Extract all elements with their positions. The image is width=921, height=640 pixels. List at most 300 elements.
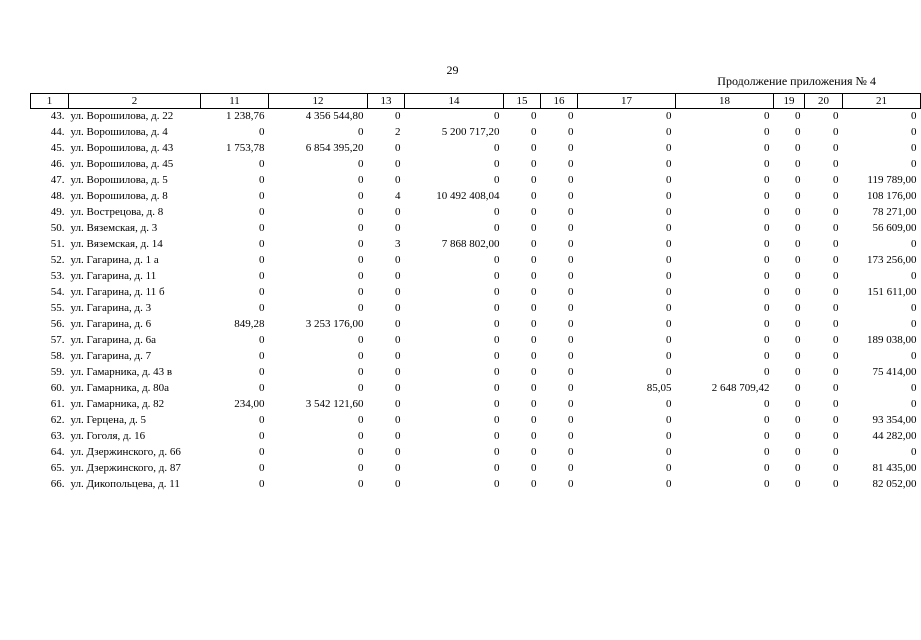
address-cell: ул. Гагарина, д. 6а: [70, 334, 157, 346]
value-cell: 0: [531, 222, 537, 234]
value-cell: 1 753,78: [226, 142, 265, 154]
row-number: 60.: [50, 382, 65, 394]
table-row: [31, 125, 921, 141]
value-cell: 0: [494, 158, 500, 170]
value-cell: 108 176,00: [867, 190, 917, 202]
value-cell: 0: [568, 446, 574, 458]
row-number: 54.: [50, 286, 65, 298]
value-cell: 0: [795, 158, 801, 170]
value-cell: 0: [911, 110, 917, 122]
table-row: [31, 477, 921, 493]
column-header: 13: [368, 94, 405, 109]
value-cell: 0: [358, 382, 364, 394]
value-cell: 0: [531, 334, 537, 346]
value-cell: 0: [795, 318, 801, 330]
value-cell: 0: [259, 334, 265, 346]
value-cell: 0: [795, 126, 801, 138]
table-row: [31, 269, 921, 285]
table-row: [31, 157, 921, 173]
value-cell: 0: [494, 318, 500, 330]
value-cell: 0: [911, 318, 917, 330]
value-cell: 0: [666, 270, 672, 282]
value-cell: 0: [494, 222, 500, 234]
value-cell: 0: [494, 270, 500, 282]
value-cell: 0: [833, 414, 839, 426]
value-cell: 0: [911, 446, 917, 458]
value-cell: 0: [795, 414, 801, 426]
value-cell: 82 052,00: [872, 478, 917, 490]
value-cell: 0: [531, 126, 537, 138]
value-cell: 0: [395, 270, 401, 282]
value-cell: 0: [395, 142, 401, 154]
value-cell: 0: [795, 190, 801, 202]
value-cell: 0: [494, 174, 500, 186]
value-cell: 0: [833, 382, 839, 394]
column-header: 1: [31, 94, 69, 109]
value-cell: 0: [531, 206, 537, 218]
table-row: [31, 205, 921, 221]
value-cell: 0: [568, 190, 574, 202]
value-cell: 0: [833, 478, 839, 490]
value-cell: 93 354,00: [872, 414, 917, 426]
value-cell: 0: [833, 350, 839, 362]
value-cell: 0: [833, 446, 839, 458]
value-cell: 0: [833, 222, 839, 234]
value-cell: 0: [568, 366, 574, 378]
row-number: 43.: [50, 110, 65, 122]
value-cell: 0: [795, 238, 801, 250]
address-cell: ул. Герцена, д. 5: [70, 414, 147, 426]
table-row: [31, 461, 921, 477]
value-cell: 0: [259, 158, 265, 170]
value-cell: 56 609,00: [872, 222, 917, 234]
value-cell: 0: [259, 206, 265, 218]
value-cell: 0: [358, 126, 364, 138]
value-cell: 0: [568, 158, 574, 170]
value-cell: 0: [568, 350, 574, 362]
value-cell: 0: [764, 110, 770, 122]
table-row: [31, 253, 921, 269]
value-cell: 0: [358, 446, 364, 458]
value-cell: 0: [531, 446, 537, 458]
value-cell: 0: [531, 190, 537, 202]
table-row: [31, 141, 921, 157]
value-cell: 0: [395, 430, 401, 442]
value-cell: 0: [531, 270, 537, 282]
column-header: 11: [201, 94, 269, 109]
value-cell: 0: [568, 142, 574, 154]
row-number: 51.: [50, 238, 65, 250]
value-cell: 0: [764, 254, 770, 266]
value-cell: 0: [358, 350, 364, 362]
value-cell: 0: [531, 286, 537, 298]
table-row: [31, 349, 921, 365]
address-cell: ул. Вяземская, д. 14: [70, 238, 163, 250]
value-cell: 0: [666, 174, 672, 186]
value-cell: 0: [531, 254, 537, 266]
value-cell: 0: [358, 462, 364, 474]
value-cell: 0: [568, 302, 574, 314]
value-cell: 0: [395, 398, 401, 410]
value-cell: 0: [764, 270, 770, 282]
value-cell: 0: [259, 462, 265, 474]
value-cell: 0: [568, 222, 574, 234]
column-header: 20: [805, 94, 843, 109]
value-cell: 0: [259, 254, 265, 266]
value-cell: 0: [911, 142, 917, 154]
value-cell: 0: [568, 270, 574, 282]
value-cell: 0: [494, 254, 500, 266]
value-cell: 0: [259, 190, 265, 202]
value-cell: 0: [531, 174, 537, 186]
address-cell: ул. Гамарника, д. 80а: [70, 382, 170, 394]
value-cell: 0: [494, 142, 500, 154]
value-cell: 0: [494, 206, 500, 218]
value-cell: 0: [494, 414, 500, 426]
value-cell: 0: [358, 222, 364, 234]
address-cell: ул. Гагарина, д. 6: [70, 318, 152, 330]
value-cell: 0: [358, 174, 364, 186]
value-cell: 0: [259, 414, 265, 426]
value-cell: 0: [764, 350, 770, 362]
value-cell: 0: [568, 126, 574, 138]
value-cell: 0: [395, 414, 401, 426]
table-row: [31, 381, 921, 397]
table-row: [31, 237, 921, 253]
value-cell: 0: [494, 462, 500, 474]
header-row: [31, 94, 921, 109]
value-cell: 0: [795, 478, 801, 490]
value-cell: 0: [358, 254, 364, 266]
value-cell: 0: [395, 286, 401, 298]
value-cell: 0: [911, 350, 917, 362]
value-cell: 0: [666, 414, 672, 426]
value-cell: 0: [568, 318, 574, 330]
value-cell: 0: [764, 478, 770, 490]
value-cell: 0: [764, 430, 770, 442]
row-number: 44.: [50, 126, 65, 138]
value-cell: 0: [494, 334, 500, 346]
value-cell: 0: [764, 462, 770, 474]
table-row: [31, 173, 921, 189]
row-number: 57.: [50, 334, 65, 346]
value-cell: 0: [358, 302, 364, 314]
value-cell: 0: [833, 110, 839, 122]
value-cell: 3 253 176,00: [305, 318, 364, 330]
value-cell: 0: [358, 430, 364, 442]
value-cell: 0: [494, 110, 500, 122]
value-cell: 0: [395, 174, 401, 186]
value-cell: 0: [531, 414, 537, 426]
value-cell: 0: [666, 158, 672, 170]
table-row: [31, 189, 921, 205]
value-cell: 0: [568, 174, 574, 186]
value-cell: 0: [833, 302, 839, 314]
column-header: 14: [405, 94, 504, 109]
value-cell: 0: [764, 446, 770, 458]
value-cell: 0: [666, 430, 672, 442]
address-cell: ул. Гагарина, д. 7: [70, 350, 152, 362]
value-cell: 0: [531, 110, 537, 122]
value-cell: 0: [395, 334, 401, 346]
value-cell: 0: [795, 270, 801, 282]
address-cell: ул. Ворошилова, д. 8: [70, 190, 168, 202]
table-row: [31, 285, 921, 301]
value-cell: 0: [531, 158, 537, 170]
table-row: [31, 333, 921, 349]
row-number: 64.: [50, 446, 65, 458]
value-cell: 0: [666, 254, 672, 266]
value-cell: 0: [795, 398, 801, 410]
value-cell: 0: [531, 318, 537, 330]
row-number: 63.: [50, 430, 65, 442]
value-cell: 0: [531, 398, 537, 410]
value-cell: 0: [494, 430, 500, 442]
value-cell: 0: [833, 366, 839, 378]
page-number: 29: [446, 63, 459, 77]
value-cell: 0: [395, 254, 401, 266]
value-cell: 0: [358, 190, 364, 202]
value-cell: 0: [395, 206, 401, 218]
address-cell: ул. Вострецова, д. 8: [70, 206, 164, 218]
value-cell: 0: [568, 398, 574, 410]
value-cell: 81 435,00: [872, 462, 917, 474]
row-number: 45.: [50, 142, 65, 154]
value-cell: 0: [531, 238, 537, 250]
row-number: 65.: [50, 462, 65, 474]
address-cell: ул. Гагарина, д. 3: [70, 302, 152, 314]
value-cell: 0: [568, 238, 574, 250]
value-cell: 0: [795, 142, 801, 154]
value-cell: 0: [259, 350, 265, 362]
value-cell: 0: [795, 302, 801, 314]
address-cell: ул. Ворошилова, д. 43: [70, 142, 174, 154]
value-cell: 0: [568, 430, 574, 442]
row-number: 58.: [50, 350, 65, 362]
value-cell: 0: [764, 174, 770, 186]
value-cell: 0: [666, 446, 672, 458]
address-cell: ул. Ворошилова, д. 45: [70, 158, 174, 170]
value-cell: 3 542 121,60: [305, 398, 364, 410]
value-cell: 0: [833, 206, 839, 218]
address-cell: ул. Ворошилова, д. 5: [70, 174, 168, 186]
value-cell: 0: [795, 174, 801, 186]
value-cell: 0: [494, 350, 500, 362]
value-cell: 0: [911, 398, 917, 410]
value-cell: 0: [358, 238, 364, 250]
value-cell: 75 414,00: [872, 366, 917, 378]
value-cell: 0: [259, 126, 265, 138]
value-cell: 0: [568, 462, 574, 474]
value-cell: 0: [568, 478, 574, 490]
row-number: 46.: [50, 158, 65, 170]
row-number: 50.: [50, 222, 65, 234]
value-cell: 44 282,00: [872, 430, 917, 442]
value-cell: 0: [666, 462, 672, 474]
value-cell: 0: [666, 142, 672, 154]
value-cell: 0: [259, 174, 265, 186]
address-cell: ул. Гагарина, д. 11 б: [70, 286, 165, 298]
value-cell: 0: [666, 190, 672, 202]
address-cell: ул. Дзержинского, д. 66: [70, 446, 181, 458]
value-cell: 0: [764, 222, 770, 234]
value-cell: 0: [911, 270, 917, 282]
address-cell: ул. Гамарника, д. 43 в: [70, 366, 173, 378]
value-cell: 78 271,00: [872, 206, 917, 218]
value-cell: 0: [911, 382, 917, 394]
address-cell: ул. Гагарина, д. 11: [70, 270, 157, 282]
address-cell: ул. Ворошилова, д. 22: [70, 110, 174, 122]
value-cell: 0: [666, 318, 672, 330]
value-cell: 0: [259, 382, 265, 394]
value-cell: 0: [795, 222, 801, 234]
row-number: 61.: [50, 398, 65, 410]
value-cell: 4 356 544,80: [305, 110, 364, 122]
value-cell: 0: [911, 126, 917, 138]
value-cell: 0: [833, 158, 839, 170]
value-cell: 0: [259, 286, 265, 298]
column-header: 16: [541, 94, 578, 109]
column-header: 21: [843, 94, 921, 109]
value-cell: 0: [764, 334, 770, 346]
value-cell: 10 492 408,04: [436, 190, 500, 202]
value-cell: 0: [666, 302, 672, 314]
column-header: 12: [269, 94, 368, 109]
row-number: 52.: [50, 254, 65, 266]
value-cell: 0: [764, 286, 770, 298]
value-cell: 0: [764, 398, 770, 410]
value-cell: 0: [764, 126, 770, 138]
row-number: 66.: [50, 478, 65, 490]
value-cell: 0: [494, 398, 500, 410]
value-cell: 0: [531, 302, 537, 314]
row-number: 55.: [50, 302, 65, 314]
value-cell: 85,05: [646, 382, 672, 394]
value-cell: 0: [358, 366, 364, 378]
value-cell: 0: [568, 286, 574, 298]
continuation-caption: Продолжение приложения № 4: [717, 74, 876, 88]
value-cell: 0: [531, 462, 537, 474]
value-cell: 0: [395, 462, 401, 474]
value-cell: 6 854 395,20: [305, 142, 364, 154]
value-cell: 0: [531, 478, 537, 490]
value-cell: 1 238,76: [226, 110, 265, 122]
value-cell: 0: [795, 366, 801, 378]
value-cell: 0: [568, 414, 574, 426]
value-cell: 0: [259, 366, 265, 378]
value-cell: 2: [395, 126, 401, 138]
value-cell: 0: [666, 206, 672, 218]
value-cell: 0: [358, 270, 364, 282]
address-cell: ул. Дзержинского, д. 87: [70, 462, 181, 474]
value-cell: 0: [531, 142, 537, 154]
value-cell: 0: [568, 206, 574, 218]
value-cell: 0: [795, 334, 801, 346]
value-cell: 0: [531, 382, 537, 394]
value-cell: 0: [568, 334, 574, 346]
column-header: 17: [578, 94, 676, 109]
value-cell: 0: [795, 286, 801, 298]
value-cell: 0: [764, 206, 770, 218]
value-cell: 0: [358, 334, 364, 346]
value-cell: 0: [259, 238, 265, 250]
value-cell: 0: [666, 398, 672, 410]
table-row: [31, 109, 921, 126]
value-cell: 0: [666, 126, 672, 138]
value-cell: 0: [395, 318, 401, 330]
table-row: [31, 397, 921, 413]
value-cell: 0: [395, 446, 401, 458]
value-cell: 0: [666, 110, 672, 122]
value-cell: 189 038,00: [867, 334, 917, 346]
table-row: [31, 221, 921, 237]
value-cell: 0: [358, 478, 364, 490]
value-cell: 0: [395, 350, 401, 362]
value-cell: 0: [395, 302, 401, 314]
value-cell: 0: [833, 190, 839, 202]
value-cell: 0: [494, 366, 500, 378]
column-header: 19: [774, 94, 805, 109]
value-cell: 0: [666, 366, 672, 378]
value-cell: 234,00: [234, 398, 265, 410]
table-row: [31, 365, 921, 381]
value-cell: 0: [666, 222, 672, 234]
row-number: 53.: [50, 270, 65, 282]
value-cell: 0: [395, 110, 401, 122]
address-cell: ул. Гамарника, д. 82: [70, 398, 165, 410]
value-cell: 0: [795, 110, 801, 122]
table-row: [31, 445, 921, 461]
value-cell: 0: [795, 462, 801, 474]
value-cell: 0: [833, 142, 839, 154]
column-header: 18: [676, 94, 774, 109]
value-cell: 0: [833, 334, 839, 346]
address-cell: ул. Ворошилова, д. 4: [70, 126, 168, 138]
value-cell: 0: [531, 430, 537, 442]
row-number: 59.: [50, 366, 65, 378]
address-cell: ул. Дикопольцева, д. 11: [70, 478, 180, 490]
value-cell: 0: [395, 222, 401, 234]
value-cell: 0: [833, 398, 839, 410]
value-cell: 0: [666, 238, 672, 250]
value-cell: 0: [494, 286, 500, 298]
value-cell: 0: [795, 254, 801, 266]
value-cell: 0: [795, 430, 801, 442]
value-cell: 119 789,00: [867, 174, 917, 186]
value-cell: 0: [531, 350, 537, 362]
value-cell: 0: [494, 446, 500, 458]
row-number: 48.: [50, 190, 65, 202]
value-cell: 0: [395, 478, 401, 490]
value-cell: 0: [764, 414, 770, 426]
value-cell: 4: [395, 190, 401, 202]
value-cell: 0: [833, 254, 839, 266]
value-cell: 0: [666, 350, 672, 362]
value-cell: 0: [833, 318, 839, 330]
value-cell: 0: [833, 126, 839, 138]
value-cell: 2 648 709,42: [711, 382, 770, 394]
value-cell: 0: [833, 238, 839, 250]
table-row: [31, 301, 921, 317]
value-cell: 0: [568, 382, 574, 394]
value-cell: 0: [833, 462, 839, 474]
value-cell: 0: [764, 142, 770, 154]
value-cell: 0: [259, 446, 265, 458]
value-cell: 0: [764, 366, 770, 378]
value-cell: 0: [666, 286, 672, 298]
value-cell: 0: [795, 382, 801, 394]
value-cell: 0: [764, 158, 770, 170]
